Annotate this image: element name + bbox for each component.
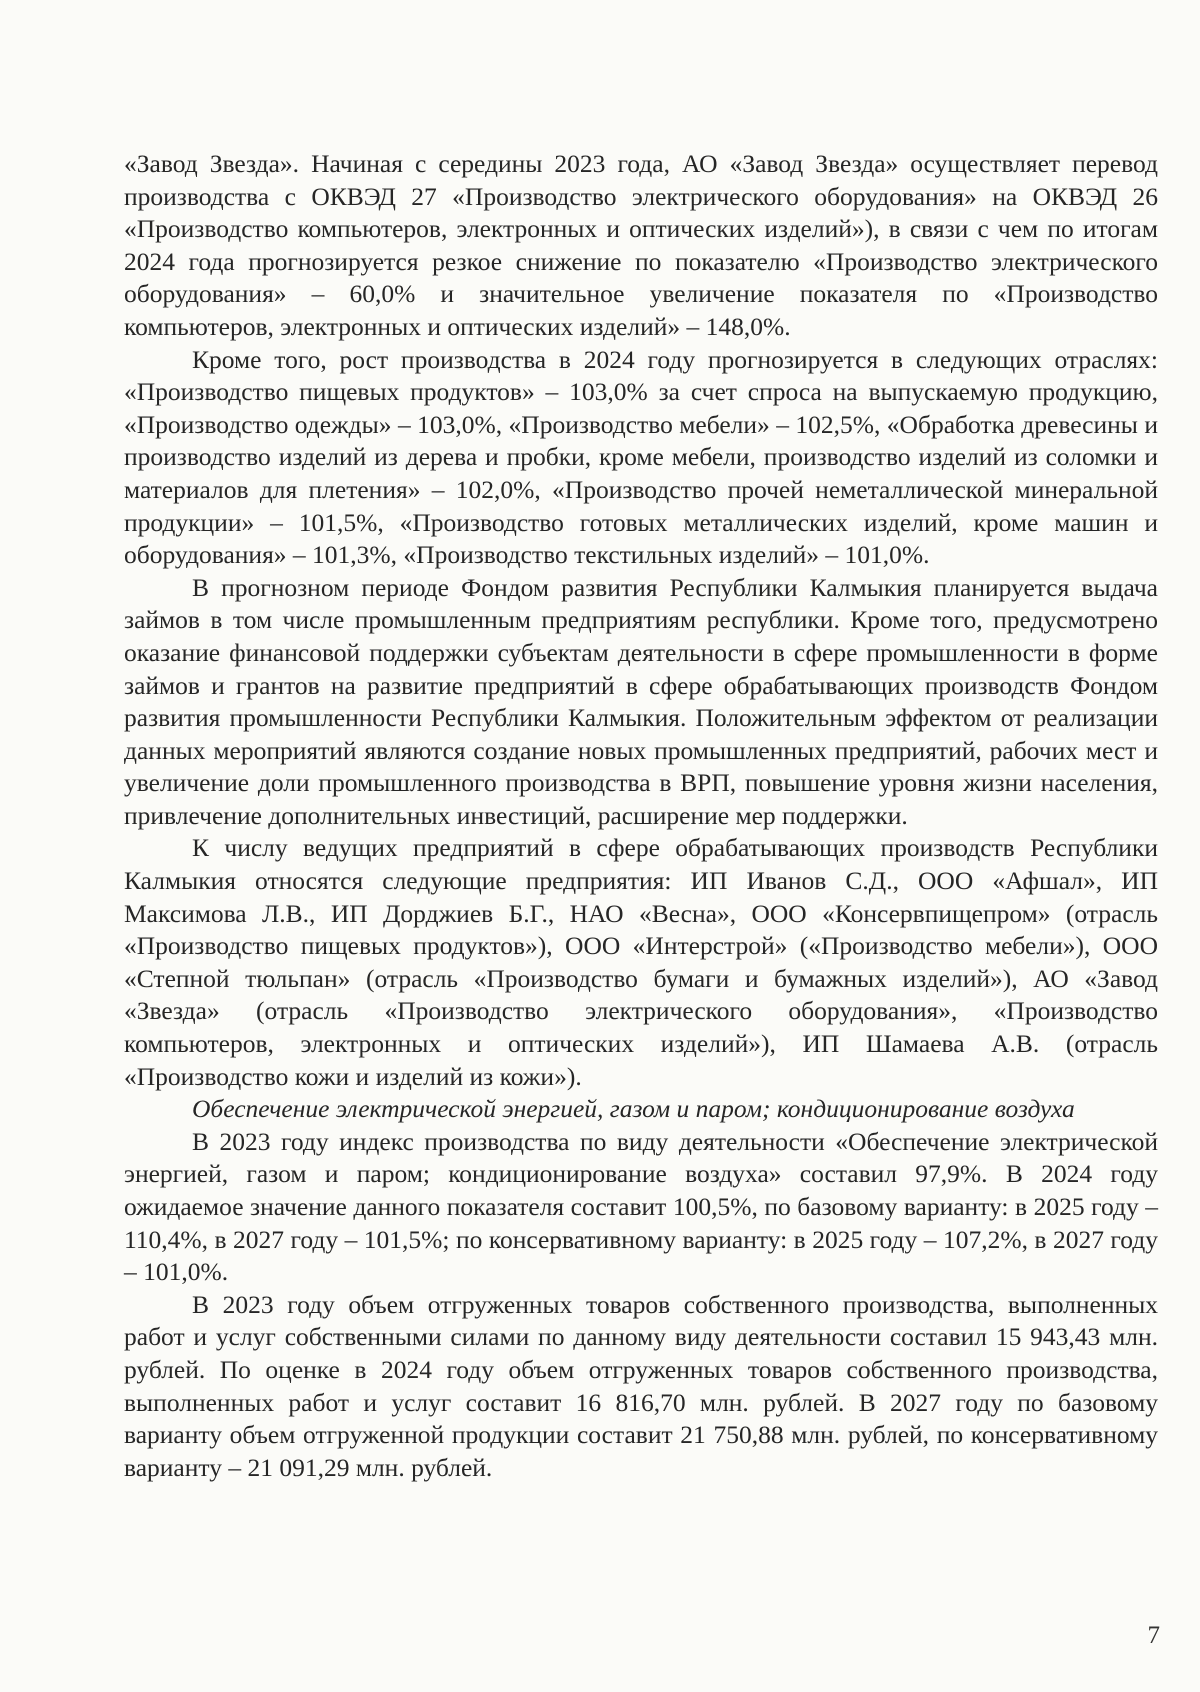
paragraph-6: В 2023 году объем отгруженных товаров собственного производства, выполненных работ и услуг собственными силами по данному виду деятельности составил 15 943,43 млн. рублей. По оценке в 2024 году объем отгруженных товаров собственного производства, выполненных работ и услуг составит 16 816,70 млн. рублей. В 2027 году по базовому варианту объем отгруженной продукции составит 21 750,88 млн. рублей, по консервативному варианту – 21 091,29 млн. рублей. <box>124 1289 1158 1482</box>
body-text <box>124 148 1158 1484</box>
paragraph-5: В 2023 году индекс производства по виду деятельности «Обеспечение электрической энергией, газом и паром; кондиционирование воздуха» составил 97,9%. В 2024 году ожидаемое значение данного показателя составит 100,5%, по базовому варианту: в 2025 году – 110,4%, в 2027 году – 101,5%; по консервативному варианту: в 2025 году – 107,2%, в 2027 году – 101,0%. <box>124 1126 1158 1287</box>
page-number: 7 <box>1147 1622 1160 1649</box>
section-heading: Обеспечение электрической энергией, газом и паром; кондиционирование воздуха <box>192 1094 1075 1124</box>
paragraph-3: В прогнозном периоде Фондом развития Республики Калмыкия планируется выдача займов в том числе промышленным предприятиям республики. Кроме того, предусмотрено оказание финансовой поддержки субъектам деятельности в сфере промышленности в форме займов и грантов на развитие предприятий в сфере обрабатывающих производств Фондом развития промышленности Республики Калмыкия. Положительным эффектом от реализации данных мероприятий являются создание новых промышленных предприятий, рабочих мест и увеличение доли промышленного производства в ВРП, повышение уровня жизни населения, привлечение дополнительных инвестиций, расширение мер поддержки. <box>124 572 1158 830</box>
paragraph-1: «Завод Звезда». Начиная с середины 2023 года, АО «Завод Звезда» осуществляет перевод производства с ОКВЭД 27 «Производство электрического оборудования» на ОКВЭД 26 «Производство компьютеров, электронных и оптических изделий»), в связи с чем по итогам 2024 года прогнозируется резкое снижение по показателю «Производство электрического оборудования» – 60,0% и значительное увеличение показателя по «Производство компьютеров, электронных и оптических изделий» – 148,0%. <box>124 149 1158 341</box>
paragraph-2: Кроме того, рост производства в 2024 году прогнозируется в следующих отраслях: «Производство пищевых продуктов» – 103,0% за счет спроса на выпускаемую продукцию, «Производство одежды» – 103,0%, «Производство мебели» – 102,5%, «Обработка древесины и производство изделий из дерева и пробки, кроме мебели, производство изделий из соломки и материалов для плетения» – 102,0%, «Производство прочей неметаллической минеральной продукции» – 101,5%, «Производство готовых металлических изделий, кроме машин и оборудования» – 101,3%, «Производство текстильных изделий» – 101,0%. <box>124 344 1158 570</box>
paragraph-4: К числу ведущих предприятий в сфере обрабатывающих производств Республики Калмыкия относятся следующие предприятия: ИП Иванов С.Д., ООО «Афшал», ИП Максимова Л.В., ИП Дорджиев Б.Г., НАО «Весна», ООО «Консервпищепром» (отрасль «Производство пищевых продуктов»), ООО «Интерстрой» («Производство мебели»), ООО «Степной тюльпан» (отрасль «Производство бумаги и бумажных изделий»), АО «Завод «Звезда» (отрасль «Производство электрического оборудования», «Производство компьютеров, электронных и оптических изделий»), ИП Шамаева А.В. (отрасль «Производство кожи и изделий из кожи»). <box>124 833 1158 1091</box>
